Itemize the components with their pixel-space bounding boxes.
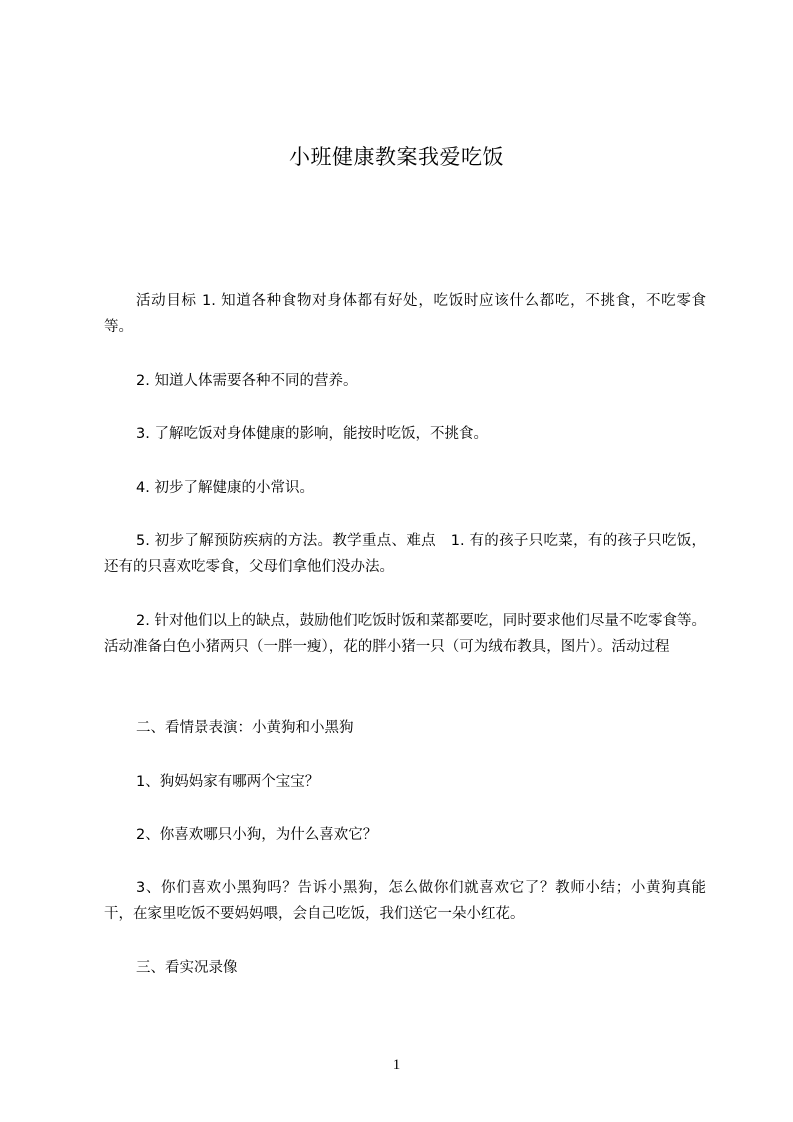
paragraph-objective-1: 活动目标 1. 知道各种食物对身体都有好处，吃饭时应该什么都吃，不挑食，不吃零食等。 xyxy=(104,293,706,335)
document-title: 小班健康教案我爱吃饭 xyxy=(289,145,504,169)
page-number: 1 xyxy=(392,1057,401,1073)
question-1: 1、狗妈妈家有哪两个宝宝？ xyxy=(136,774,320,790)
question-3: 3、你们喜欢小黑狗吗？告诉小黑狗，怎么做你们就喜欢它了？教师小结；小黄狗真能干，在家里吃饭不要妈妈喂，会自己吃饭，我们送它一朵小红花。 xyxy=(104,880,706,922)
paragraph-objective-4: 4. 初步了解健康的小常识。 xyxy=(136,480,314,496)
paragraph-objective-2: 2. 知道人体需要各种不同的营养。 xyxy=(136,373,358,389)
question-2: 2、你喜欢哪只小狗，为什么喜欢它？ xyxy=(136,827,378,843)
paragraph-objective-3: 3. 了解吃饭对身体健康的影响，能按时吃饭，不挑食。 xyxy=(136,426,488,442)
section-heading-3: 三、看实况录像 xyxy=(136,960,238,976)
section-heading-2: 二、看情景表演：小黄狗和小黑狗 xyxy=(136,720,354,736)
paragraph-preparation: 2. 针对他们以上的缺点，鼓励他们吃饭时饭和菜都要吃，同时要求他们尽量不吃零食等。活动准备白色小猪两只（一胖一瘦），花的胖小猪一只（可为绒布教具，图片）。活动过程 xyxy=(104,613,706,655)
paragraph-objective-5: 5. 初步了解预防疾病的方法。教学重点、难点 1. 有的孩子只吃菜，有的孩子只吃饭，还有的只喜欢吃零食，父母们拿他们没办法。 xyxy=(104,533,706,575)
